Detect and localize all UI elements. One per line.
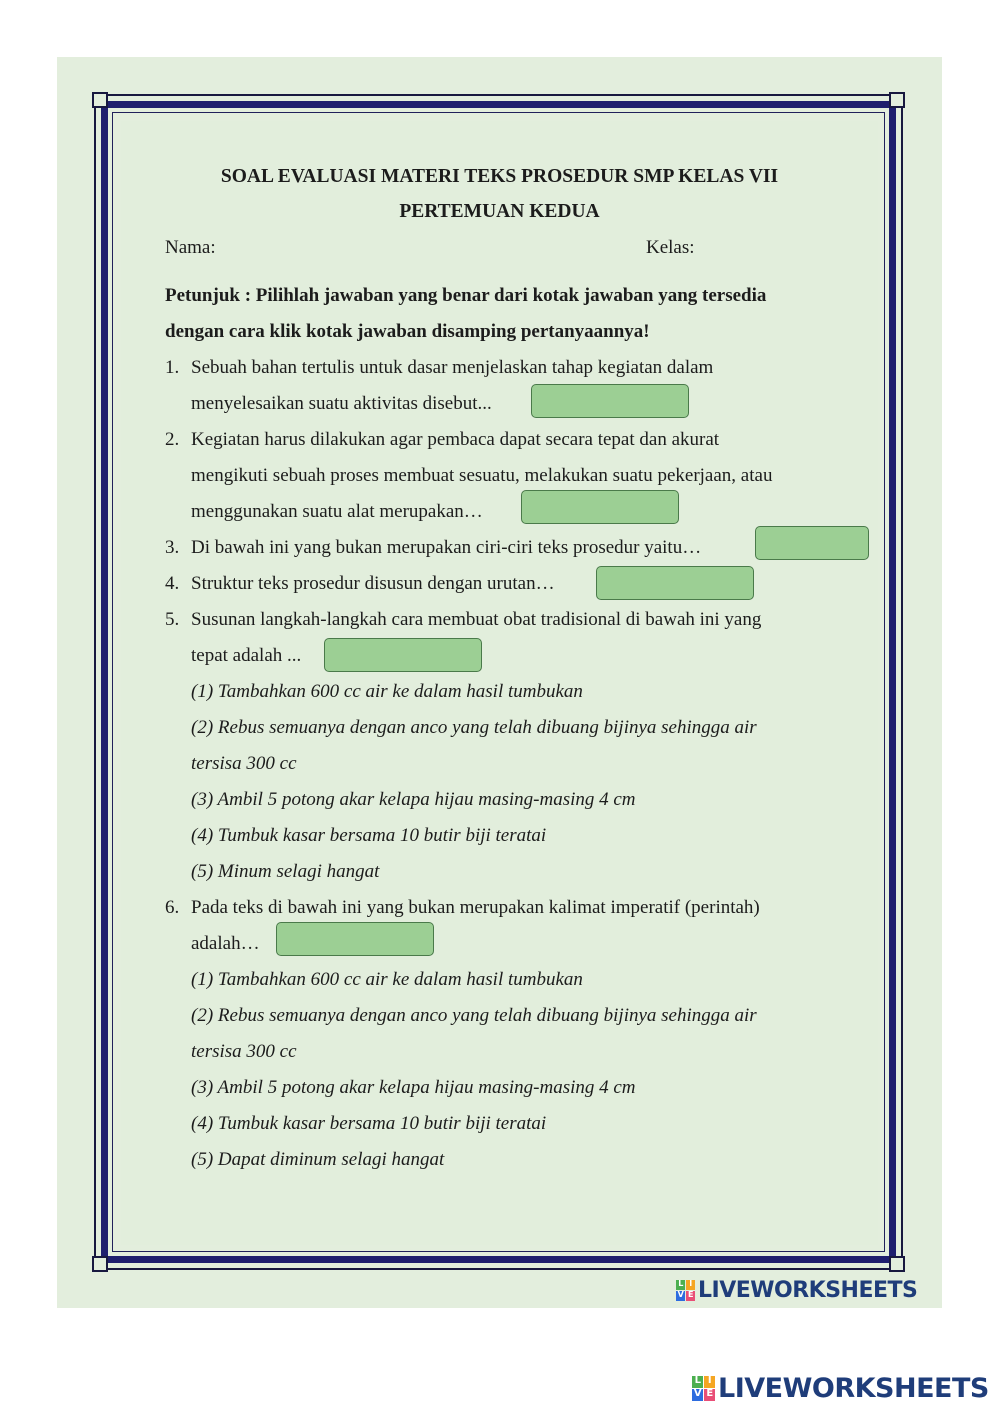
frame-corner-bottom-left: [92, 1256, 108, 1272]
answer-box-1[interactable]: [531, 384, 689, 418]
question-2-line-1: Kegiatan harus dilakukan agar pembaca dapat secara tepat dan akurat: [191, 429, 720, 450]
question-2-number: 2.: [165, 429, 180, 450]
question-6-line-1: Pada teks di bawah ini yang bukan merupakan kalimat imperatif (perintah): [191, 897, 760, 918]
question-3-line-1: Di bawah ini yang bukan merupakan ciri-ciri teks prosedur yaitu…: [191, 537, 702, 558]
answer-box-4[interactable]: [596, 566, 754, 600]
answer-box-3[interactable]: [755, 526, 869, 560]
question-5-number: 5.: [165, 609, 180, 630]
question-6-step-4: (4) Tumbuk kasar bersama 10 butir biji teratai: [191, 1113, 547, 1134]
question-5-step-3: (3) Ambil 5 potong akar kelapa hijau masing-masing 4 cm: [191, 789, 636, 810]
liveworksheets-footer-text: LIVEWORKSHEETS: [718, 1373, 989, 1404]
frame-corner-top-left: [92, 92, 108, 108]
frame-corner-bottom-right: [889, 1256, 905, 1272]
question-5-step-5: (5) Minum selagi hangat: [191, 861, 380, 882]
question-6-step-2-cont: tersisa 300 cc: [191, 1041, 297, 1062]
answer-box-5[interactable]: [324, 638, 482, 672]
question-5-step-4: (4) Tumbuk kasar bersama 10 butir biji teratai: [191, 825, 547, 846]
question-5-step-1: (1) Tambahkan 600 cc air ke dalam hasil tumbukan: [191, 681, 583, 702]
question-6-step-2: (2) Rebus semuanya dengan anco yang telah dibuang bijinya sehingga air: [191, 1005, 757, 1026]
question-2-line-3: menggunakan suatu alat merupakan…: [191, 501, 483, 522]
question-4-number: 4.: [165, 573, 180, 594]
page-title: SOAL EVALUASI MATERI TEKS PROSEDUR SMP KELAS VII: [220, 166, 779, 187]
question-6-step-1: (1) Tambahkan 600 cc air ke dalam hasil tumbukan: [191, 969, 583, 990]
liveworksheets-watermark: [676, 1278, 917, 1303]
question-6-line-2: adalah…: [191, 933, 260, 954]
frame-corner-top-right: [889, 92, 905, 108]
answer-box-6[interactable]: [276, 922, 434, 956]
question-6-step-3: (3) Ambil 5 potong akar kelapa hijau masing-masing 4 cm: [191, 1077, 636, 1098]
liveworksheets-brand-text: LIVEWORKSHEETS: [698, 1278, 918, 1303]
liveworksheets-footer-logo-icon: L I V E: [692, 1376, 715, 1401]
question-4-line-1: Struktur teks prosedur disusun dengan urutan…: [191, 573, 555, 594]
question-5-step-2: (2) Rebus semuanya dengan anco yang telah dibuang bijinya sehingga air: [191, 717, 757, 738]
liveworksheets-footer-logo[interactable]: [692, 1373, 989, 1404]
question-6-step-5: (5) Dapat diminum selagi hangat: [191, 1149, 445, 1170]
question-1-number: 1.: [165, 357, 180, 378]
liveworksheets-logo-icon: L I V E: [676, 1280, 695, 1301]
question-5-line-2: tepat adalah ...: [191, 645, 302, 666]
question-6-number: 6.: [165, 897, 180, 918]
kelas-label: Kelas:: [646, 237, 695, 258]
page-subtitle: PERTEMUAN KEDUA: [399, 201, 600, 222]
nama-label: Nama:: [165, 237, 216, 258]
question-3-number: 3.: [165, 537, 180, 558]
question-1-line-1: Sebuah bahan tertulis untuk dasar menjelaskan tahap kegiatan dalam: [191, 357, 714, 378]
answer-box-2[interactable]: [521, 490, 679, 524]
question-1-line-2: menyelesaikan suatu aktivitas disebut...: [191, 393, 492, 414]
question-5-step-2-cont: tersisa 300 cc: [191, 753, 297, 774]
instruction-line-2: dengan cara klik kotak jawaban disamping pertanyaannya!: [165, 321, 650, 342]
instruction-line-1: Petunjuk : Pilihlah jawaban yang benar dari kotak jawaban yang tersedia: [165, 285, 767, 306]
question-5-line-1: Susunan langkah-langkah cara membuat obat tradisional di bawah ini yang: [191, 609, 762, 630]
question-2-line-2: mengikuti sebuah proses membuat sesuatu, melakukan suatu pekerjaan, atau: [191, 465, 773, 486]
